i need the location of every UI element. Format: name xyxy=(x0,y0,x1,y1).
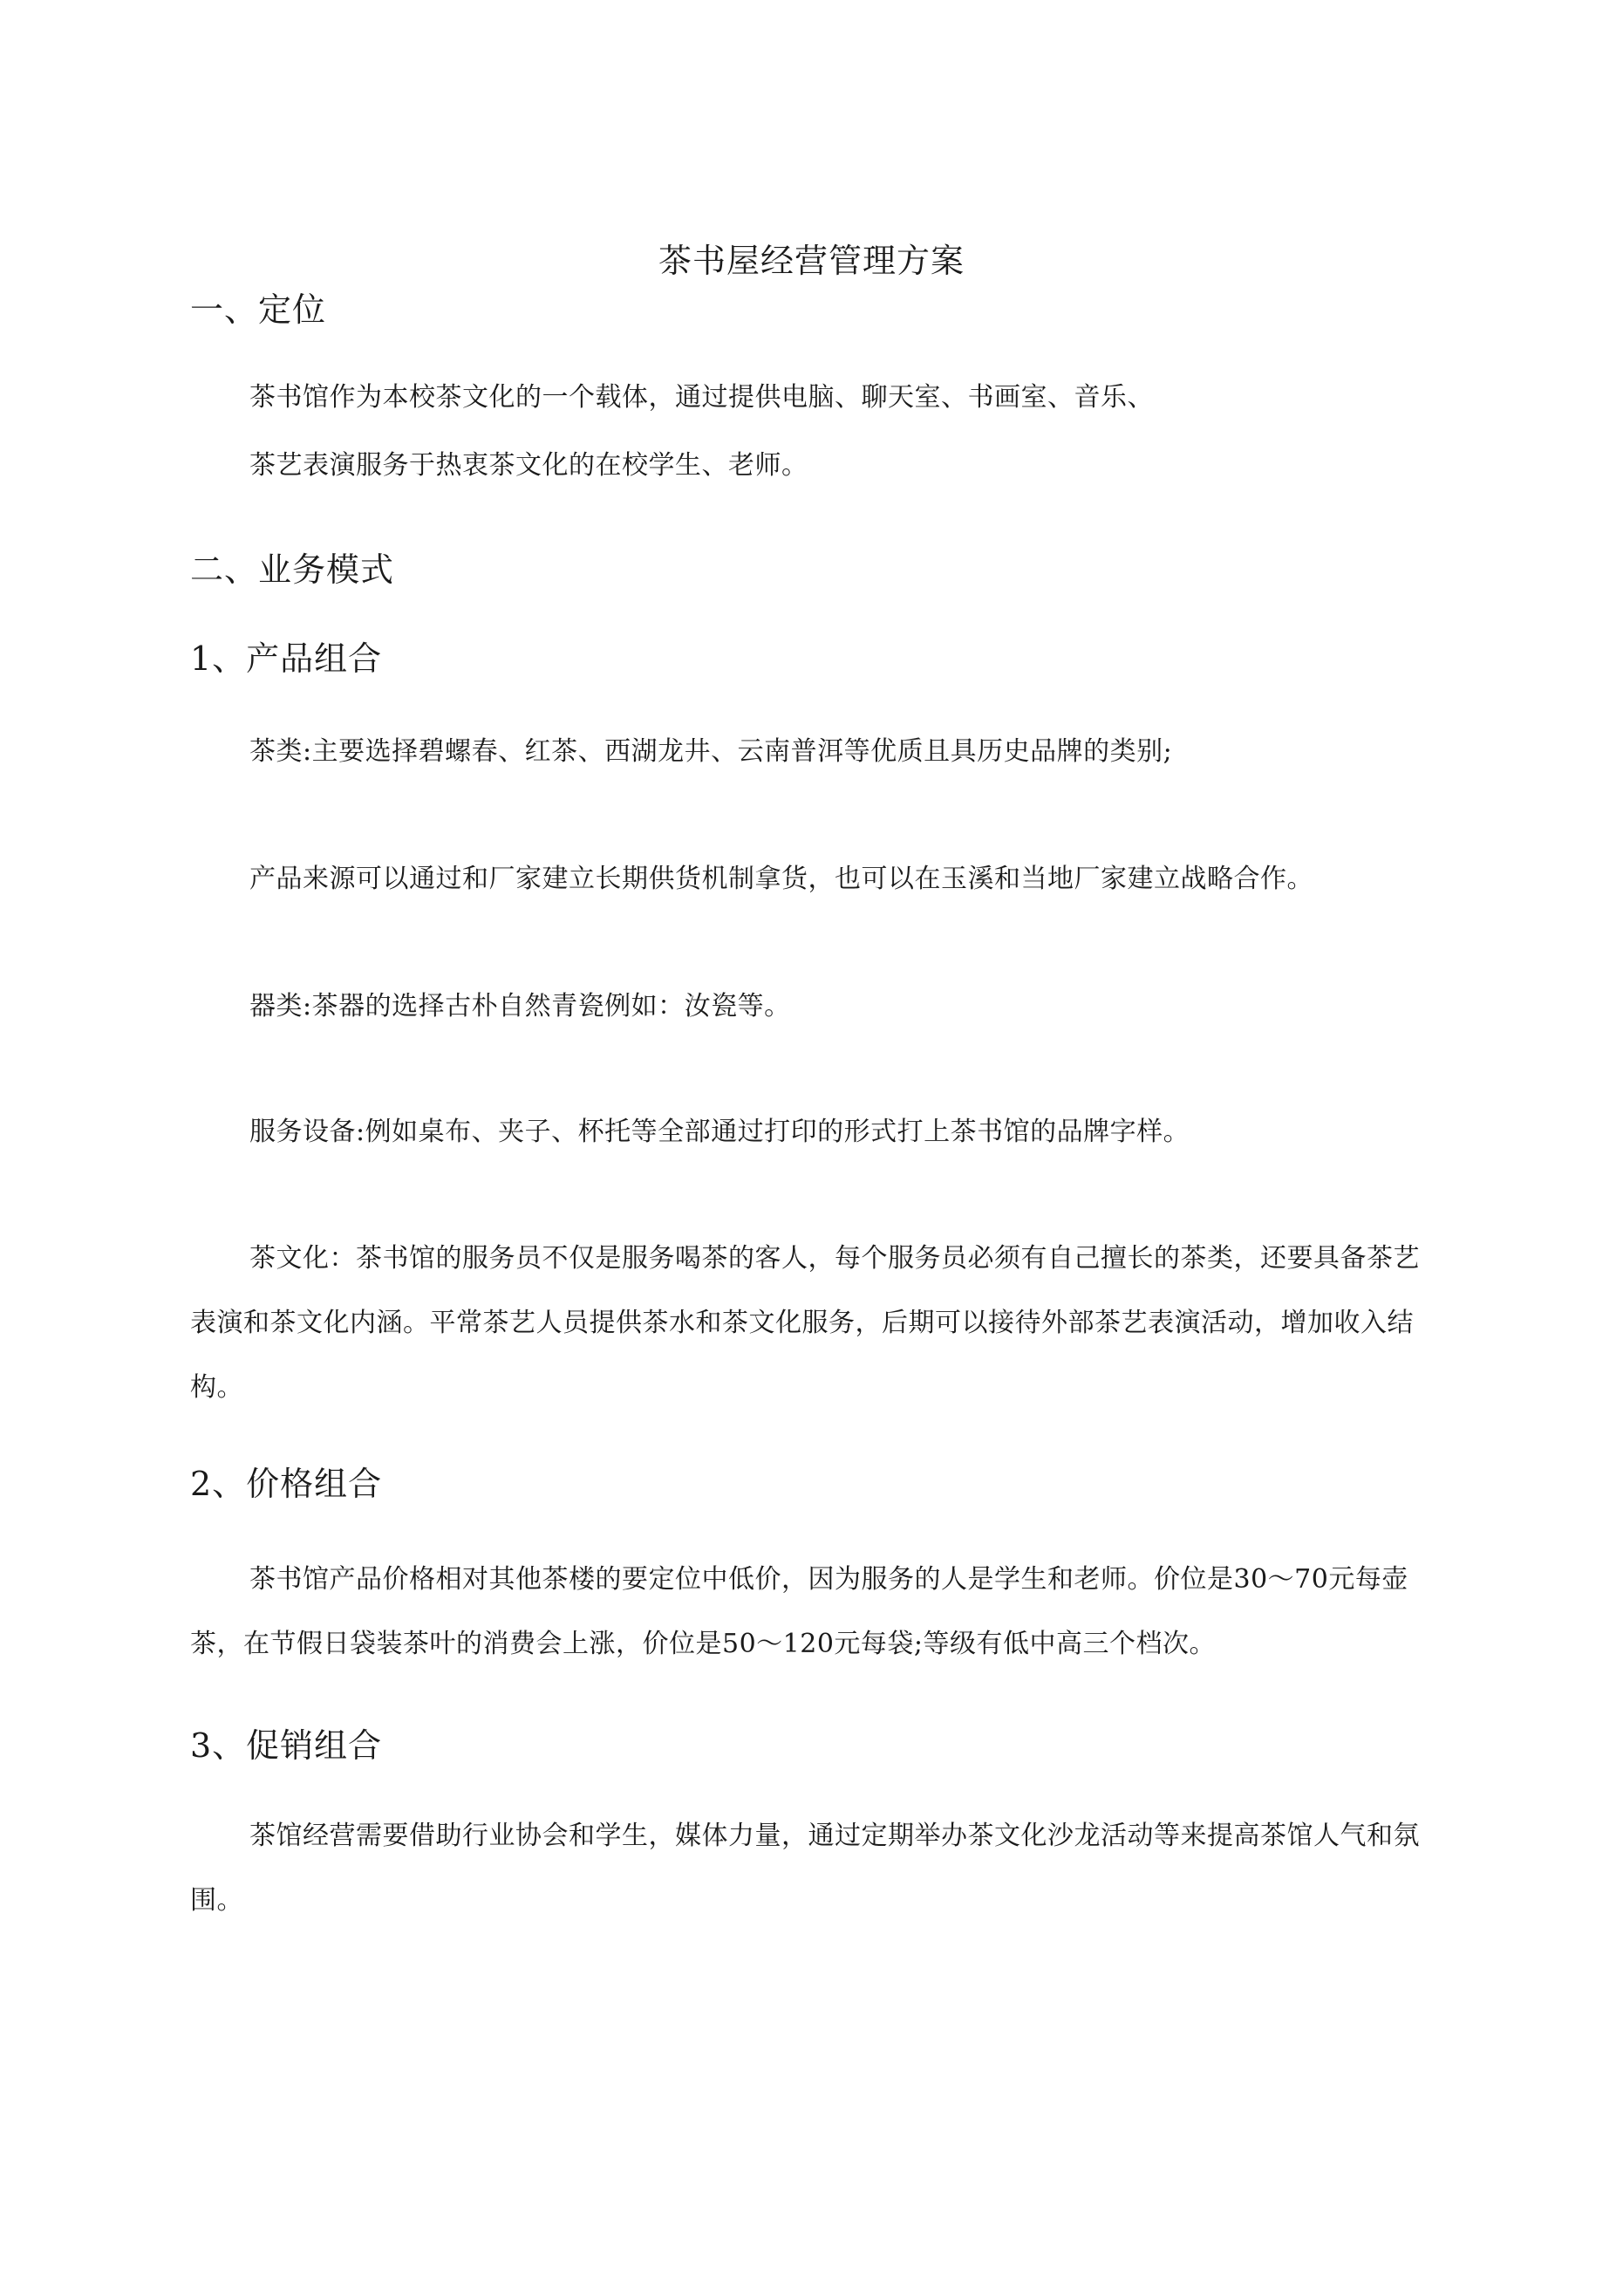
product-tea-paragraph: 茶类:主要选择碧螺春、红茶、西湖龙井、云南普洱等优质且具历史品牌的类别; xyxy=(249,736,1173,767)
product-ware-paragraph: 器类:茶器的选择古朴自然青瓷例如：汝瓷等。 xyxy=(249,991,791,1022)
promotion-paragraph: 茶馆经营需要借助行业协会和学生，媒体力量，通过定期举办茶文化沙龙活动等来提高茶馆人气和氛围。 xyxy=(190,1821,1420,1916)
subsection-heading-product-mix: 1、产品组合 xyxy=(190,639,383,678)
positioning-line-2: 茶艺表演服务于热衷茶文化的在校学生、老师。 xyxy=(249,450,808,481)
product-equipment-paragraph: 服务设备:例如桌布、夹子、杯托等全部通过打印的形式打上茶书馆的品牌字样。 xyxy=(249,1117,1190,1147)
document-title: 茶书屋经营管理方案 xyxy=(658,242,965,280)
subsection-heading-promotion-mix: 3、促销组合 xyxy=(190,1726,383,1765)
tea-culture-paragraph: 茶文化：茶书馆的服务员不仅是服务喝茶的客人，每个服务员必须有自己擅长的茶类，还要具备茶艺表演和茶文化内涵。平常茶艺人员提供茶水和茶文化服务，后期可以接待外部茶艺表演活动，增加收入结构。 xyxy=(190,1243,1420,1403)
section-heading-business-model: 二、业务模式 xyxy=(190,550,395,589)
positioning-line-1: 茶书馆作为本校茶文化的一个载体，通过提供电脑、聊天室、书画室、音乐、 xyxy=(249,382,1154,413)
section-heading-positioning: 一、定位 xyxy=(190,290,327,329)
product-source-paragraph: 产品来源可以通过和厂家建立长期供货机制拿货，也可以在玉溪和当地厂家建立战略合作。 xyxy=(249,864,1313,894)
subsection-heading-price-mix: 2、价格组合 xyxy=(190,1465,383,1503)
price-paragraph: 茶书馆产品价格相对其他茶楼的要定位中低价，因为服务的人是学生和老师。价位是30〜70元每壶茶，在节假日袋装茶叶的消费会上涨，价位是50〜120元每袋;等级有低中高三个档次。 xyxy=(190,1564,1408,1659)
